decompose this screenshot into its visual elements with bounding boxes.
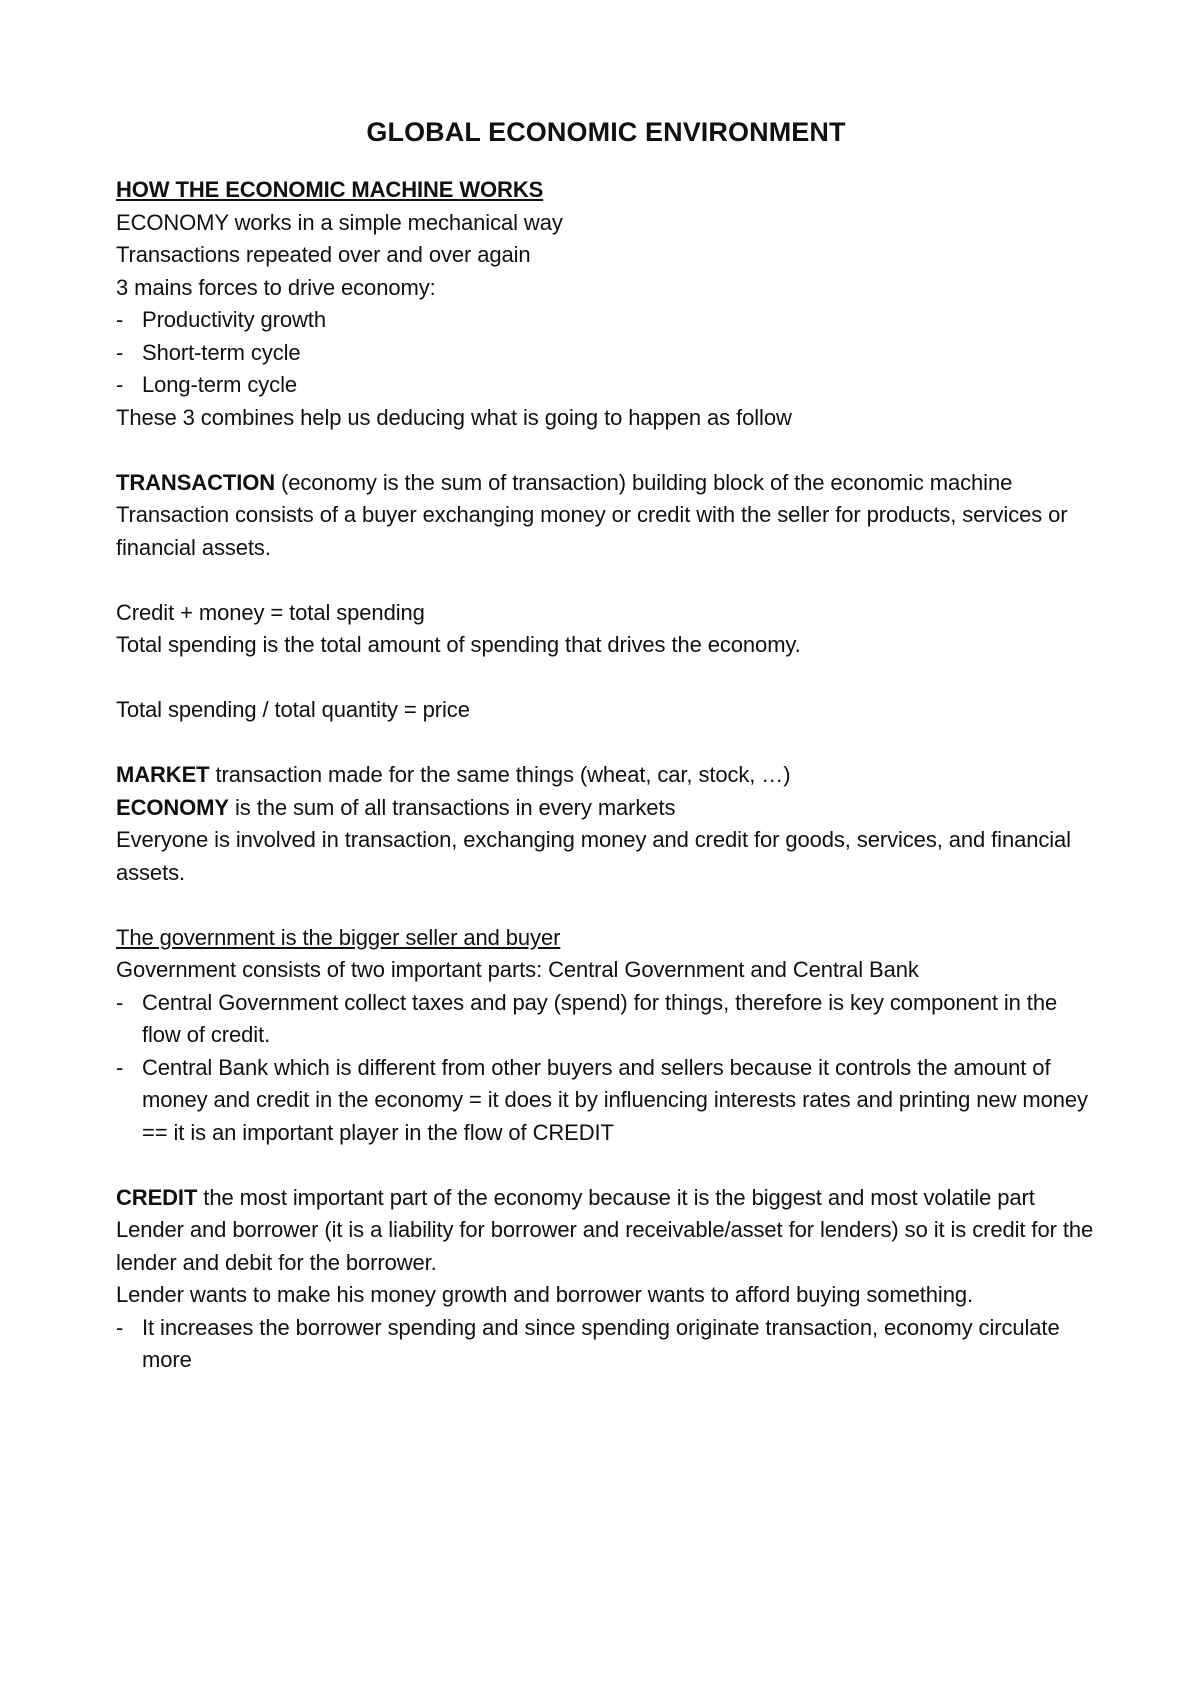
paragraph-line: Credit + money = total spending [116,599,425,625]
forces-list [116,304,1096,402]
term-definition: transaction made for the same things (wheat, car, stock, …) [209,762,791,787]
credit-list [116,1312,1096,1377]
list-item: - Central Bank which is different from other buyers and sellers because it controls the amount of money and credit in the economy = it does it by influencing interests rates and printing new money == it is an important player in the flow of CREDIT [116,1052,1096,1150]
term-definition: is the sum of all transactions in every markets [228,794,676,820]
list-item: - Central Government collect taxes and pay (spend) for things, therefore is key component in the flow of credit. [116,987,1096,1052]
paragraph-line: Transaction consists of a buyer exchanging money or credit with the seller for products, services or financial assets. [116,502,1068,560]
spacer [116,1149,1096,1182]
list-item: - Long-term cycle [116,369,1096,402]
market-paragraph [116,759,1096,792]
term-market: MARKET [116,762,210,787]
term-definition: (economy is the sum of transaction) building block of the economic machine [275,469,1013,495]
spacer [116,564,1096,597]
paragraph-line: Total spending / total quantity = price [116,697,470,722]
paragraph-line: Lender wants to make his money growth and borrower wants to afford buying something. [116,1282,974,1307]
spacer [116,727,1096,760]
paragraph-line: Government consists of two important parts: Central Government and Central Bank [116,957,919,982]
spacer [116,889,1096,922]
transaction-paragraph [116,467,1096,500]
economy-paragraph [116,792,1096,825]
paragraph-line: These 3 combines help us deducing what is going to happen as follow [116,404,792,430]
list-item: - It increases the borrower spending and since spending originate transaction, economy circulate more [116,1312,1096,1377]
paragraph-line: Total spending is the total amount of spending that drives the economy. [116,632,801,657]
term-definition: the most important part of the economy because it is the biggest and most volatile part [197,1184,1035,1210]
credit-paragraph [116,1182,1096,1215]
section-heading-economic-machine: HOW THE ECONOMIC MACHINE WORKS [116,177,544,202]
spacer [116,434,1096,467]
spacer [116,662,1096,695]
paragraph-line: ECONOMY works in a simple mechanical way [116,209,563,235]
page-title: GLOBAL ECONOMIC ENVIRONMENT [366,117,846,147]
paragraph-line: 3 mains forces to drive economy: [116,274,436,300]
list-item: - Short-term cycle [116,337,1096,370]
document-body [116,112,1096,1377]
term-transaction: TRANSACTION [116,469,276,495]
paragraph-line: Everyone is involved in transaction, exchanging money and credit for goods, services, and financial assets. [116,827,1071,885]
term-economy: ECONOMY [116,794,229,820]
section-heading-government: The government is the bigger seller and buyer [116,924,561,950]
government-list [116,987,1096,1150]
paragraph-line: Lender and borrower (it is a liability for borrower and receivable/asset for lenders) so it is credit for the lender and debit for the borrower. [116,1217,1094,1275]
list-item: - Productivity growth [116,304,1096,337]
term-credit: CREDIT [116,1184,198,1210]
paragraph-line: Transactions repeated over and over again [116,242,531,267]
